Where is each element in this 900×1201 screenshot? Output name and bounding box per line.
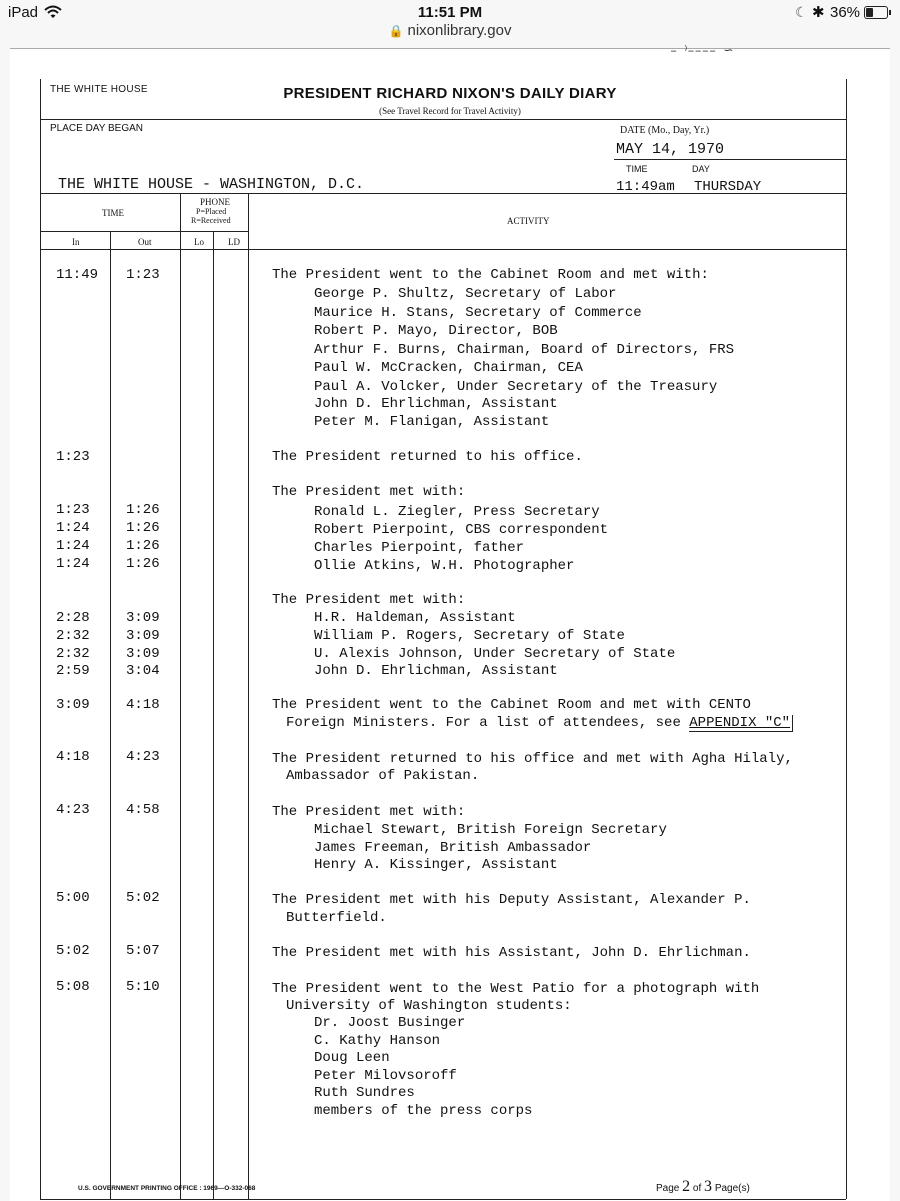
time-in: 5:00 <box>56 890 90 906</box>
place-value: THE WHITE HOUSE - WASHINGTON, D.C. <box>58 176 365 193</box>
battery-percent: 36% <box>830 4 861 21</box>
activity-text: The President met with: <box>272 592 466 608</box>
time-out: 5:02 <box>126 890 160 906</box>
page-title: PRESIDENT RICHARD NIXON'S DAILY DIARY <box>283 85 617 102</box>
time-out: 3:09 <box>126 646 160 662</box>
time-out: 5:10 <box>126 979 160 995</box>
day-value: THURSDAY <box>694 179 762 195</box>
page-total: 3 <box>704 1178 713 1195</box>
column-header-ld: LD <box>228 237 240 247</box>
column-header-time: TIME <box>102 208 124 218</box>
phone-legend-placed: P=Placed <box>196 207 227 216</box>
column-header-out: Out <box>138 237 152 247</box>
activity-text: Ollie Atkins, W.H. Photographer <box>314 558 575 574</box>
activity-text: Butterfield. <box>286 910 387 926</box>
activity-text: Robert Pierpoint, CBS correspondent <box>314 522 609 538</box>
time-in: 4:18 <box>56 749 90 765</box>
page-subtitle: (See Travel Record for Travel Activity) <box>379 106 521 116</box>
activity-text: George P. Shultz, Secretary of Labor <box>314 286 617 302</box>
activity-text: The President went to the Cabinet Room and met with CENTO <box>272 697 751 713</box>
activity-text: Peter Milovsoroff <box>314 1068 457 1084</box>
device-name: iPad <box>8 4 39 21</box>
activity-text: John D. Ehrlichman, Assistant <box>314 396 558 412</box>
activity-text: The President went to the Cabinet Room and met with: <box>272 267 709 283</box>
clock: 11:51 PM <box>417 4 483 21</box>
time-in: 4:23 <box>56 802 90 818</box>
activity-text: James Freeman, British Ambassador <box>314 840 592 856</box>
activity-text: William P. Rogers, Secretary of State <box>314 628 625 644</box>
time-in: 5:08 <box>56 979 90 995</box>
activity-text: members of the press corps <box>314 1103 533 1119</box>
pages-word: Page(s) <box>714 1183 750 1194</box>
activity-text: Robert P. Mayo, Director, BOB <box>314 323 558 339</box>
activity-text: C. Kathy Hanson <box>314 1033 441 1049</box>
white-house-label: THE WHITE HOUSE <box>50 84 148 95</box>
column-header-lo: Lo <box>194 237 204 247</box>
appendix-link[interactable]: APPENDIX "C" <box>689 715 793 732</box>
top-margin-mark: ‒ ⁾‒‒‒‒ ∽ <box>670 44 734 58</box>
time-label: TIME <box>626 164 648 174</box>
activity-text: Charles Pierpoint, father <box>314 540 525 556</box>
time-in: 1:24 <box>56 538 90 554</box>
activity-text: Paul W. McCracken, Chairman, CEA <box>314 360 583 376</box>
time-in: 5:02 <box>56 943 90 959</box>
activity-text: Maurice H. Stans, Secretary of Commerce <box>314 305 642 321</box>
col-time-phone-divider <box>180 193 181 1199</box>
time-out: 4:23 <box>126 749 160 765</box>
phone-legend-received: R=Received <box>191 216 231 225</box>
activity-text: Arthur F. Burns, Chairman, Board of Directors, FRS <box>314 342 735 358</box>
activity-text: The President met with his Assistant, John D. Ehrlichman. <box>272 945 751 961</box>
time-in: 11:49 <box>56 267 99 283</box>
time-in: 2:28 <box>56 610 90 626</box>
activity-text: The President met with: <box>272 484 466 500</box>
date-value: MAY 14, 1970 <box>616 141 725 158</box>
battery-icon <box>864 6 888 19</box>
date-label: DATE (Mo., Day, Yr.) <box>620 125 710 136</box>
activity-text: The President met with his Deputy Assistant, Alexander P. <box>272 892 751 908</box>
of-word: of <box>692 1183 702 1194</box>
time-out: 1:26 <box>126 502 160 518</box>
time-out: 3:04 <box>126 663 160 679</box>
activity-text: U. Alexis Johnson, Under Secretary of State <box>314 646 676 662</box>
page-indicator <box>656 1178 750 1196</box>
right-border <box>846 79 847 1199</box>
time-out: 3:09 <box>126 628 160 644</box>
rule-under-title <box>40 119 846 120</box>
time-out: 1:26 <box>126 538 160 554</box>
activity-text: Paul A. Volcker, Under Secretary of the Treasury <box>314 379 718 395</box>
printing-office-line: U.S. GOVERNMENT PRINTING OFFICE : 1969—O-332-068 <box>78 1185 256 1192</box>
activity-text: The President returned to his office and met with Agha Hilaly, <box>272 751 793 767</box>
time-out: 5:07 <box>126 943 160 959</box>
time-out: 4:18 <box>126 697 160 713</box>
left-border <box>40 79 41 1199</box>
rule-under-time-header <box>40 231 248 232</box>
activity-text: H.R. Haldeman, Assistant <box>314 610 516 626</box>
activity-text: Ronald L. Ziegler, Press Secretary <box>314 504 600 520</box>
column-header-activity: ACTIVITY <box>507 216 550 226</box>
time-value: 11:49am <box>616 179 675 195</box>
page-number: 2 <box>682 1178 691 1195</box>
activity-text: Doug Leen <box>314 1050 390 1066</box>
moon-icon: ☾ <box>795 4 808 20</box>
activity-text-part: Foreign Ministers. For a list of attendees, see <box>286 715 690 731</box>
address-bar[interactable] <box>0 22 900 39</box>
time-in: 1:24 <box>56 520 90 536</box>
time-in: 2:32 <box>56 646 90 662</box>
bluetooth-icon: ✱ <box>812 4 825 21</box>
time-in: 2:32 <box>56 628 90 644</box>
column-header-phone: PHONE <box>200 197 231 207</box>
activity-text: Henry A. Kissinger, Assistant <box>314 857 558 873</box>
col-phone-activity-divider <box>248 193 249 1199</box>
time-in: 1:23 <box>56 449 90 465</box>
rule-under-column-header <box>40 249 846 250</box>
activity-text: Michael Stewart, British Foreign Secretary <box>314 822 667 838</box>
time-out: 1:26 <box>126 520 160 536</box>
page-word: Page <box>656 1183 680 1194</box>
time-out: 1:26 <box>126 556 160 572</box>
col-lo-ld-divider <box>213 231 214 1199</box>
activity-text: The President went to the West Patio for a photograph with <box>272 981 760 997</box>
col-in-out-divider <box>110 231 111 1199</box>
activity-text: University of Washington students: <box>286 998 572 1014</box>
activity-text: John D. Ehrlichman, Assistant <box>314 663 558 679</box>
time-in: 2:59 <box>56 663 90 679</box>
day-label: DAY <box>692 164 710 174</box>
activity-text: Ambassador of Pakistan. <box>286 768 480 784</box>
url-text: nixonlibrary.gov <box>407 22 512 39</box>
time-in: 1:24 <box>56 556 90 572</box>
activity-text: Peter M. Flanigan, Assistant <box>314 414 550 430</box>
time-out: 4:58 <box>126 802 160 818</box>
diary-page <box>10 44 890 1201</box>
time-out: 1:23 <box>126 267 160 283</box>
date-underline <box>614 159 846 160</box>
activity-text <box>286 715 793 733</box>
time-out: 3:09 <box>126 610 160 626</box>
column-header-in: In <box>72 237 80 247</box>
activity-text: The President met with: <box>272 804 466 820</box>
time-in: 3:09 <box>56 697 90 713</box>
activity-text: Ruth Sundres <box>314 1085 415 1101</box>
activity-text: Dr. Joost Businger <box>314 1015 466 1031</box>
place-label: PLACE DAY BEGAN <box>50 123 143 134</box>
lock-icon: 🔒 <box>388 24 404 38</box>
time-in: 1:23 <box>56 502 90 518</box>
activity-text: The President returned to his office. <box>272 449 583 465</box>
